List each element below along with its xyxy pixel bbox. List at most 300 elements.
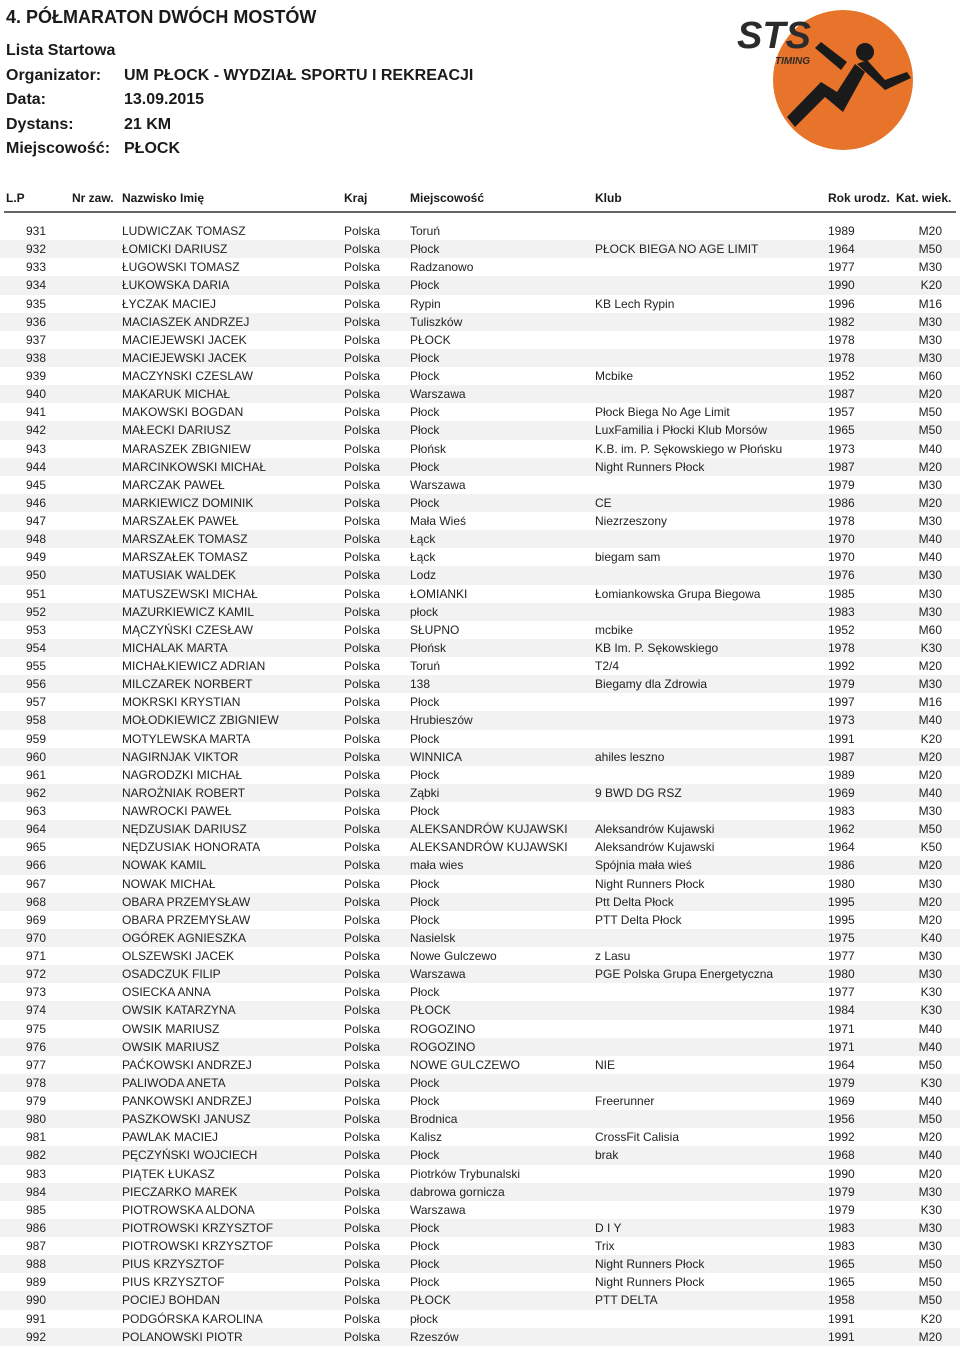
table-row xyxy=(0,1201,960,1219)
cell-name: NOWAK MICHAŁ xyxy=(122,876,216,891)
cell-kat: M20 xyxy=(918,1130,942,1145)
cell-kraj: Polska xyxy=(344,495,381,510)
cell-rok: 1991 xyxy=(828,1311,855,1326)
cell-kat: M50 xyxy=(918,1057,942,1072)
cell-name: MARCINKOWSKI MICHAŁ xyxy=(122,459,267,474)
cell-rok: 1964 xyxy=(828,242,855,257)
cell-rok: 1997 xyxy=(828,695,855,710)
table-row xyxy=(0,1165,960,1183)
table-row xyxy=(0,1255,960,1273)
cell-city: Płock xyxy=(410,1075,440,1090)
cell-rok: 1987 xyxy=(828,749,855,764)
cell-rok: 1983 xyxy=(828,1220,855,1235)
cell-rok: 1989 xyxy=(828,224,855,238)
table-row xyxy=(0,1273,960,1291)
table-row xyxy=(0,657,960,675)
cell-kraj: Polska xyxy=(344,387,381,402)
cell-kat: K30 xyxy=(920,985,942,1000)
cell-name: ŁOMICKI DARIUSZ xyxy=(122,242,228,257)
cell-rok: 1973 xyxy=(828,441,855,456)
table-row xyxy=(0,1056,960,1074)
cell-lp: 951 xyxy=(26,586,47,601)
cell-city: Płock xyxy=(410,1239,440,1253)
cell-city: Warszawa xyxy=(410,387,466,402)
cell-rok: 1952 xyxy=(828,622,855,637)
table-header xyxy=(0,188,960,210)
cell-city: dabrowa gornicza xyxy=(410,1184,505,1199)
table-row xyxy=(0,440,960,458)
cell-kraj: Polska xyxy=(344,242,381,257)
cell-city: Ząbki xyxy=(410,785,440,800)
date-value: 13.09.2015 xyxy=(124,91,205,108)
cell-name: NAWROCKI PAWEŁ xyxy=(122,804,232,818)
cell-kraj: Polska xyxy=(344,350,381,365)
cell-lp: 961 xyxy=(26,767,47,782)
cell-klub: NIE xyxy=(595,1057,616,1072)
table-row xyxy=(0,983,960,1001)
cell-klub: D I Y xyxy=(595,1220,622,1235)
cell-lp: 962 xyxy=(26,785,47,800)
table-row xyxy=(0,693,960,711)
col-city: Miejscowość xyxy=(410,191,485,205)
cell-kraj: Polska xyxy=(344,1075,381,1090)
cell-name: MATUSIAK WALDEK xyxy=(122,568,237,583)
cell-kraj: Polska xyxy=(344,1112,381,1127)
cell-city: Płock xyxy=(410,731,440,746)
cell-rok: 1971 xyxy=(828,1021,855,1036)
cell-rok: 1965 xyxy=(828,1257,855,1272)
cell-city: Płock xyxy=(410,1220,440,1235)
cell-rok: 1977 xyxy=(828,985,855,1000)
cell-kraj: Polska xyxy=(344,224,381,238)
cell-name: OBARA PRZEMYSŁAW xyxy=(122,894,251,909)
cell-kat: M40 xyxy=(918,550,942,565)
cell-kraj: Polska xyxy=(344,1021,381,1036)
cell-name: NAGIRNJAK VIKTOR xyxy=(122,749,239,764)
cell-kraj: Polska xyxy=(344,459,381,474)
cell-lp: 944 xyxy=(26,459,47,474)
cell-name: MAKOWSKI BOGDAN xyxy=(122,405,244,420)
cell-name: MAZURKIEWICZ KAMIL xyxy=(122,604,255,619)
cell-lp: 938 xyxy=(26,350,47,365)
cell-name: PIOTROWSKI KRZYSZTOF xyxy=(122,1239,274,1253)
cell-lp: 931 xyxy=(26,224,47,238)
cell-klub: Spójnia mała wieś xyxy=(595,858,692,873)
cell-city: Toruń xyxy=(410,224,441,238)
cell-kat: M20 xyxy=(918,459,942,474)
date-row xyxy=(6,91,204,109)
cell-klub: Night Runners Płock xyxy=(595,1275,705,1290)
cell-lp: 937 xyxy=(26,332,47,347)
cell-city: Płock xyxy=(410,405,440,420)
cell-kat: M40 xyxy=(918,785,942,800)
cell-kraj: Polska xyxy=(344,1311,381,1326)
cell-kat: M40 xyxy=(918,441,942,456)
cell-kraj: Polska xyxy=(344,1202,381,1217)
cell-rok: 1970 xyxy=(828,550,855,565)
cell-klub: Biegamy dla Zdrowia xyxy=(595,677,708,692)
cell-klub: Ptt Delta Płock xyxy=(595,894,674,909)
cell-name: NĘDZUSIAK HONORATA xyxy=(122,840,261,855)
cell-rok: 1968 xyxy=(828,1148,855,1163)
cell-name: MACZYNSKI CZESLAW xyxy=(122,369,253,383)
cell-lp: 967 xyxy=(26,876,47,891)
cell-city: Płock xyxy=(410,695,440,710)
table-row xyxy=(0,385,960,403)
cell-kat: M40 xyxy=(918,1094,942,1108)
organizer-row xyxy=(6,67,473,85)
cell-rok: 1956 xyxy=(828,1112,855,1127)
sts-timing-logo xyxy=(725,2,930,152)
cell-kraj: Polska xyxy=(344,930,381,945)
cell-rok: 1976 xyxy=(828,568,855,583)
cell-kat: M20 xyxy=(918,224,942,238)
table-row xyxy=(0,711,960,729)
table-row xyxy=(0,276,960,294)
cell-kraj: Polska xyxy=(344,477,381,492)
cell-city: Piotrków Trybunalski xyxy=(410,1166,521,1181)
cell-kat: M20 xyxy=(918,1166,942,1181)
cell-name: MACIEJEWSKI JACEK xyxy=(122,350,247,365)
cell-name: MOTYLEWSKA MARTA xyxy=(122,731,251,746)
table-row xyxy=(0,421,960,439)
cell-lp: 941 xyxy=(26,405,47,420)
cell-name: PIUS KRZYSZTOF xyxy=(122,1275,225,1290)
cell-city: ROGOZINO xyxy=(410,1021,476,1036)
table-row xyxy=(0,1038,960,1056)
table-row xyxy=(0,331,960,349)
cell-kat: M30 xyxy=(918,1220,942,1235)
cell-kat: K50 xyxy=(920,840,942,855)
cell-city: Płońsk xyxy=(410,441,447,456)
cell-lp: 974 xyxy=(26,1003,47,1018)
cell-city: Płock xyxy=(410,278,440,293)
cell-city: Płońsk xyxy=(410,640,447,655)
cell-lp: 949 xyxy=(26,550,47,565)
table-row xyxy=(0,403,960,421)
cell-lp: 963 xyxy=(26,804,47,818)
table-row xyxy=(0,1001,960,1019)
cell-lp: 992 xyxy=(26,1329,47,1344)
cell-kraj: Polska xyxy=(344,586,381,601)
table-row xyxy=(0,585,960,603)
cell-kat: M20 xyxy=(918,767,942,782)
cell-kraj: Polska xyxy=(344,1329,381,1344)
cell-name: MOŁODKIEWICZ ZBIGNIEW xyxy=(122,713,279,728)
cell-kat: M16 xyxy=(918,695,942,710)
cell-city: Nowe Gulczewo xyxy=(410,949,497,963)
cell-name: NAROŻNIAK ROBERT xyxy=(122,785,246,800)
cell-lp: 932 xyxy=(26,242,47,257)
cell-rok: 1989 xyxy=(828,767,855,782)
cell-klub: LuxFamilia i Płocki Klub Morsów xyxy=(595,423,768,438)
table-row xyxy=(0,820,960,838)
table-row xyxy=(0,748,960,766)
logo-subtext: TIMING xyxy=(775,56,810,67)
cell-rok: 1979 xyxy=(828,1202,855,1217)
table-row xyxy=(0,730,960,748)
cell-klub: Niezrzeszony xyxy=(595,514,668,528)
cell-kat: M50 xyxy=(918,1275,942,1290)
cell-lp: 943 xyxy=(26,441,47,456)
cell-lp: 985 xyxy=(26,1202,47,1217)
cell-lp: 983 xyxy=(26,1166,47,1181)
cell-kraj: Polska xyxy=(344,840,381,855)
cell-kat: M30 xyxy=(918,604,942,619)
cell-klub: Night Runners Płock xyxy=(595,876,705,891)
cell-kraj: Polska xyxy=(344,1275,381,1290)
cell-city: Mała Wieś xyxy=(410,514,467,528)
table-row xyxy=(0,784,960,802)
cell-city: PŁOCK xyxy=(410,332,451,347)
cell-kat: M40 xyxy=(918,532,942,547)
cell-rok: 1964 xyxy=(828,840,855,855)
cell-lp: 981 xyxy=(26,1130,47,1145)
cell-name: OWSIK KATARZYNA xyxy=(122,1003,236,1018)
col-kraj: Kraj xyxy=(344,191,368,205)
cell-name: OWSIK MARIUSZ xyxy=(122,1039,220,1054)
col-nr: Nr zaw. xyxy=(72,191,114,205)
document-header xyxy=(0,0,960,190)
cell-klub: CE xyxy=(595,495,612,510)
cell-kat: M40 xyxy=(918,1021,942,1036)
cell-kat: M30 xyxy=(918,1239,942,1253)
cell-lp: 939 xyxy=(26,369,47,383)
table-row xyxy=(0,222,960,240)
cell-kat: M50 xyxy=(918,1293,942,1308)
cell-name: OLSZEWSKI JACEK xyxy=(122,949,235,963)
cell-klub: KB Lech Rypin xyxy=(595,296,675,311)
cell-kraj: Polska xyxy=(344,514,381,528)
cell-city: Płock xyxy=(410,912,440,927)
cell-name: ŁUKOWSKA DARIA xyxy=(122,278,230,293)
cell-city: płock xyxy=(410,604,439,619)
cell-name: MĄCZYŃSKI CZESŁAW xyxy=(122,622,253,637)
cell-name: MARSZAŁEK PAWEŁ xyxy=(122,514,239,528)
cell-klub: Aleksandrów Kujawski xyxy=(595,822,715,837)
distance-value: 21 KM xyxy=(124,116,172,133)
cell-city: ROGOZINO xyxy=(410,1039,476,1054)
cell-lp: 952 xyxy=(26,604,47,619)
cell-city: 138 xyxy=(410,677,431,692)
cell-name: MILCZAREK NORBERT xyxy=(122,677,253,692)
list-subtitle-text: Lista Startowa xyxy=(6,42,116,59)
col-kat: Kat. wiek. xyxy=(896,191,952,205)
cell-lp: 968 xyxy=(26,894,47,909)
cell-name: MARSZAŁEK TOMASZ xyxy=(122,550,248,565)
cell-rok: 1979 xyxy=(828,1075,855,1090)
cell-lp: 969 xyxy=(26,912,47,927)
cell-rok: 1979 xyxy=(828,677,855,692)
cell-rok: 1985 xyxy=(828,586,855,601)
cell-kat: M40 xyxy=(918,713,942,728)
cell-rok: 1995 xyxy=(828,894,855,909)
cell-rok: 1962 xyxy=(828,822,855,837)
table-row xyxy=(0,766,960,784)
cell-name: POCIEJ BOHDAN xyxy=(122,1293,221,1308)
cell-kraj: Polska xyxy=(344,1220,381,1235)
cell-klub: Night Runners Płock xyxy=(595,459,705,474)
cell-kat: M40 xyxy=(918,1148,942,1163)
cell-kraj: Polska xyxy=(344,822,381,837)
cell-city: Płock xyxy=(410,1275,440,1290)
cell-lp: 948 xyxy=(26,532,47,547)
cell-rok: 1990 xyxy=(828,278,855,293)
cell-kat: M30 xyxy=(918,350,942,365)
cell-rok: 1983 xyxy=(828,1239,855,1253)
cell-kraj: Polska xyxy=(344,894,381,909)
cell-kat: M30 xyxy=(918,677,942,692)
table-row xyxy=(0,1328,960,1346)
cell-name: PASZKOWSKI JANUSZ xyxy=(122,1112,251,1127)
cell-city: Radzanowo xyxy=(410,260,474,275)
cell-city: Toruń xyxy=(410,659,441,673)
cell-klub: PTT Delta Płock xyxy=(595,912,682,927)
cell-kat: M30 xyxy=(918,1184,942,1199)
cell-kraj: Polska xyxy=(344,1094,381,1108)
cell-klub: T2/4 xyxy=(595,659,620,673)
cell-rok: 1980 xyxy=(828,876,855,891)
cell-name: MICHALAK MARTA xyxy=(122,640,228,655)
cell-kraj: Polska xyxy=(344,568,381,583)
cell-kraj: Polska xyxy=(344,1003,381,1018)
cell-city: Płock xyxy=(410,1148,440,1163)
cell-name: ŁYCZAK MACIEJ xyxy=(122,296,217,311)
cell-kraj: Polska xyxy=(344,1039,381,1054)
cell-kraj: Polska xyxy=(344,640,381,655)
cell-name: PIUS KRZYSZTOF xyxy=(122,1257,225,1272)
cell-kat: K20 xyxy=(920,731,942,746)
cell-lp: 959 xyxy=(26,731,47,746)
table-row xyxy=(0,512,960,530)
table-row xyxy=(0,367,960,385)
cell-city: NOWE GULCZEWO xyxy=(410,1057,520,1072)
cell-kat: M30 xyxy=(918,876,942,891)
cell-rok: 1990 xyxy=(828,1166,855,1181)
cell-rok: 1973 xyxy=(828,713,855,728)
cell-city: Płock xyxy=(410,1257,440,1272)
cell-lp: 987 xyxy=(26,1239,47,1253)
cell-name: PĘCZYŃSKI WOJCIECH xyxy=(122,1148,258,1163)
cell-lp: 990 xyxy=(26,1293,47,1308)
cell-lp: 936 xyxy=(26,314,47,329)
table-row xyxy=(0,856,960,874)
cell-rok: 1964 xyxy=(828,1057,855,1072)
cell-klub: Mcbike xyxy=(595,369,634,383)
cell-kat: K30 xyxy=(920,640,942,655)
cell-klub: Łomiankowska Grupa Biegowa xyxy=(595,586,761,601)
cell-rok: 1970 xyxy=(828,532,855,547)
cell-kraj: Polska xyxy=(344,967,381,982)
cell-kraj: Polska xyxy=(344,405,381,420)
cell-kat: M30 xyxy=(918,332,942,347)
cell-kraj: Polska xyxy=(344,296,381,311)
cell-kraj: Polska xyxy=(344,441,381,456)
cell-city: Płock xyxy=(410,767,440,782)
cell-city: Łąck xyxy=(410,532,436,547)
cell-lp: 957 xyxy=(26,695,47,710)
cell-kraj: Polska xyxy=(344,985,381,1000)
table-row xyxy=(0,1128,960,1146)
cell-city: Płock xyxy=(410,876,440,891)
cell-lp: 960 xyxy=(26,749,47,764)
cell-kat: M20 xyxy=(918,749,942,764)
cell-kat: M20 xyxy=(918,912,942,927)
table-row xyxy=(0,675,960,693)
cell-kat: M50 xyxy=(918,423,942,438)
cell-kraj: Polska xyxy=(344,949,381,963)
start-list-table xyxy=(0,222,960,1346)
cell-lp: 984 xyxy=(26,1184,47,1199)
table-row xyxy=(0,1074,960,1092)
cell-kat: M50 xyxy=(918,405,942,420)
cell-kat: M20 xyxy=(918,1329,942,1344)
cell-lp: 933 xyxy=(26,260,47,275)
cell-lp: 977 xyxy=(26,1057,47,1072)
cell-name: OGÓREK AGNIESZKA xyxy=(122,930,247,945)
cell-lp: 972 xyxy=(26,967,47,982)
cell-lp: 986 xyxy=(26,1220,47,1235)
cell-rok: 1978 xyxy=(828,514,855,528)
cell-city: PŁOCK xyxy=(410,1003,451,1018)
table-row xyxy=(0,875,960,893)
cell-kraj: Polska xyxy=(344,260,381,275)
cell-kraj: Polska xyxy=(344,1166,381,1181)
cell-kraj: Polska xyxy=(344,713,381,728)
cell-lp: 964 xyxy=(26,822,47,837)
cell-name: MOKRSKI KRYSTIAN xyxy=(122,695,241,710)
cell-name: POLANOWSKI PIOTR xyxy=(122,1329,243,1344)
cell-kraj: Polska xyxy=(344,550,381,565)
cell-rok: 1992 xyxy=(828,1130,855,1145)
table-row xyxy=(0,911,960,929)
cell-kraj: Polska xyxy=(344,1148,381,1163)
cell-rok: 1978 xyxy=(828,350,855,365)
table-row xyxy=(0,621,960,639)
cell-klub: Night Runners Płock xyxy=(595,1257,705,1272)
cell-lp: 953 xyxy=(26,622,47,637)
cell-rok: 1995 xyxy=(828,912,855,927)
organizer-value: UM PŁOCK - WYDZIAŁ SPORTU I REKREACJI xyxy=(124,67,474,84)
cell-rok: 1987 xyxy=(828,387,855,402)
table-row xyxy=(0,838,960,856)
cell-name: PIOTROWSKI KRZYSZTOF xyxy=(122,1220,274,1235)
cell-klub: KB Im. P. Sękowskiego xyxy=(595,640,719,655)
cell-kat: M20 xyxy=(918,858,942,873)
cell-lp: 971 xyxy=(26,949,47,963)
cell-city: Hrubieszów xyxy=(410,713,473,728)
cell-kraj: Polska xyxy=(344,622,381,637)
table-row xyxy=(0,802,960,820)
cell-rok: 1986 xyxy=(828,495,855,510)
cell-kraj: Polska xyxy=(344,858,381,873)
cell-kat: K30 xyxy=(920,1075,942,1090)
logo-text: STS xyxy=(737,15,811,57)
cell-name: PIECZARKO MAREK xyxy=(122,1184,238,1199)
cell-rok: 1979 xyxy=(828,477,855,492)
cell-city: WINNICA xyxy=(410,749,462,764)
cell-lp: 975 xyxy=(26,1021,47,1036)
cell-lp: 979 xyxy=(26,1094,47,1108)
cell-name: ŁUGOWSKI TOMASZ xyxy=(122,260,240,275)
cell-kraj: Polska xyxy=(344,912,381,927)
cell-klub: Płock Biega No Age Limit xyxy=(595,405,730,420)
cell-lp: 956 xyxy=(26,677,47,692)
cell-klub: Trix xyxy=(595,1239,615,1253)
col-lp: L.P xyxy=(6,191,25,205)
cell-lp: 945 xyxy=(26,477,47,492)
table-row xyxy=(0,1237,960,1255)
